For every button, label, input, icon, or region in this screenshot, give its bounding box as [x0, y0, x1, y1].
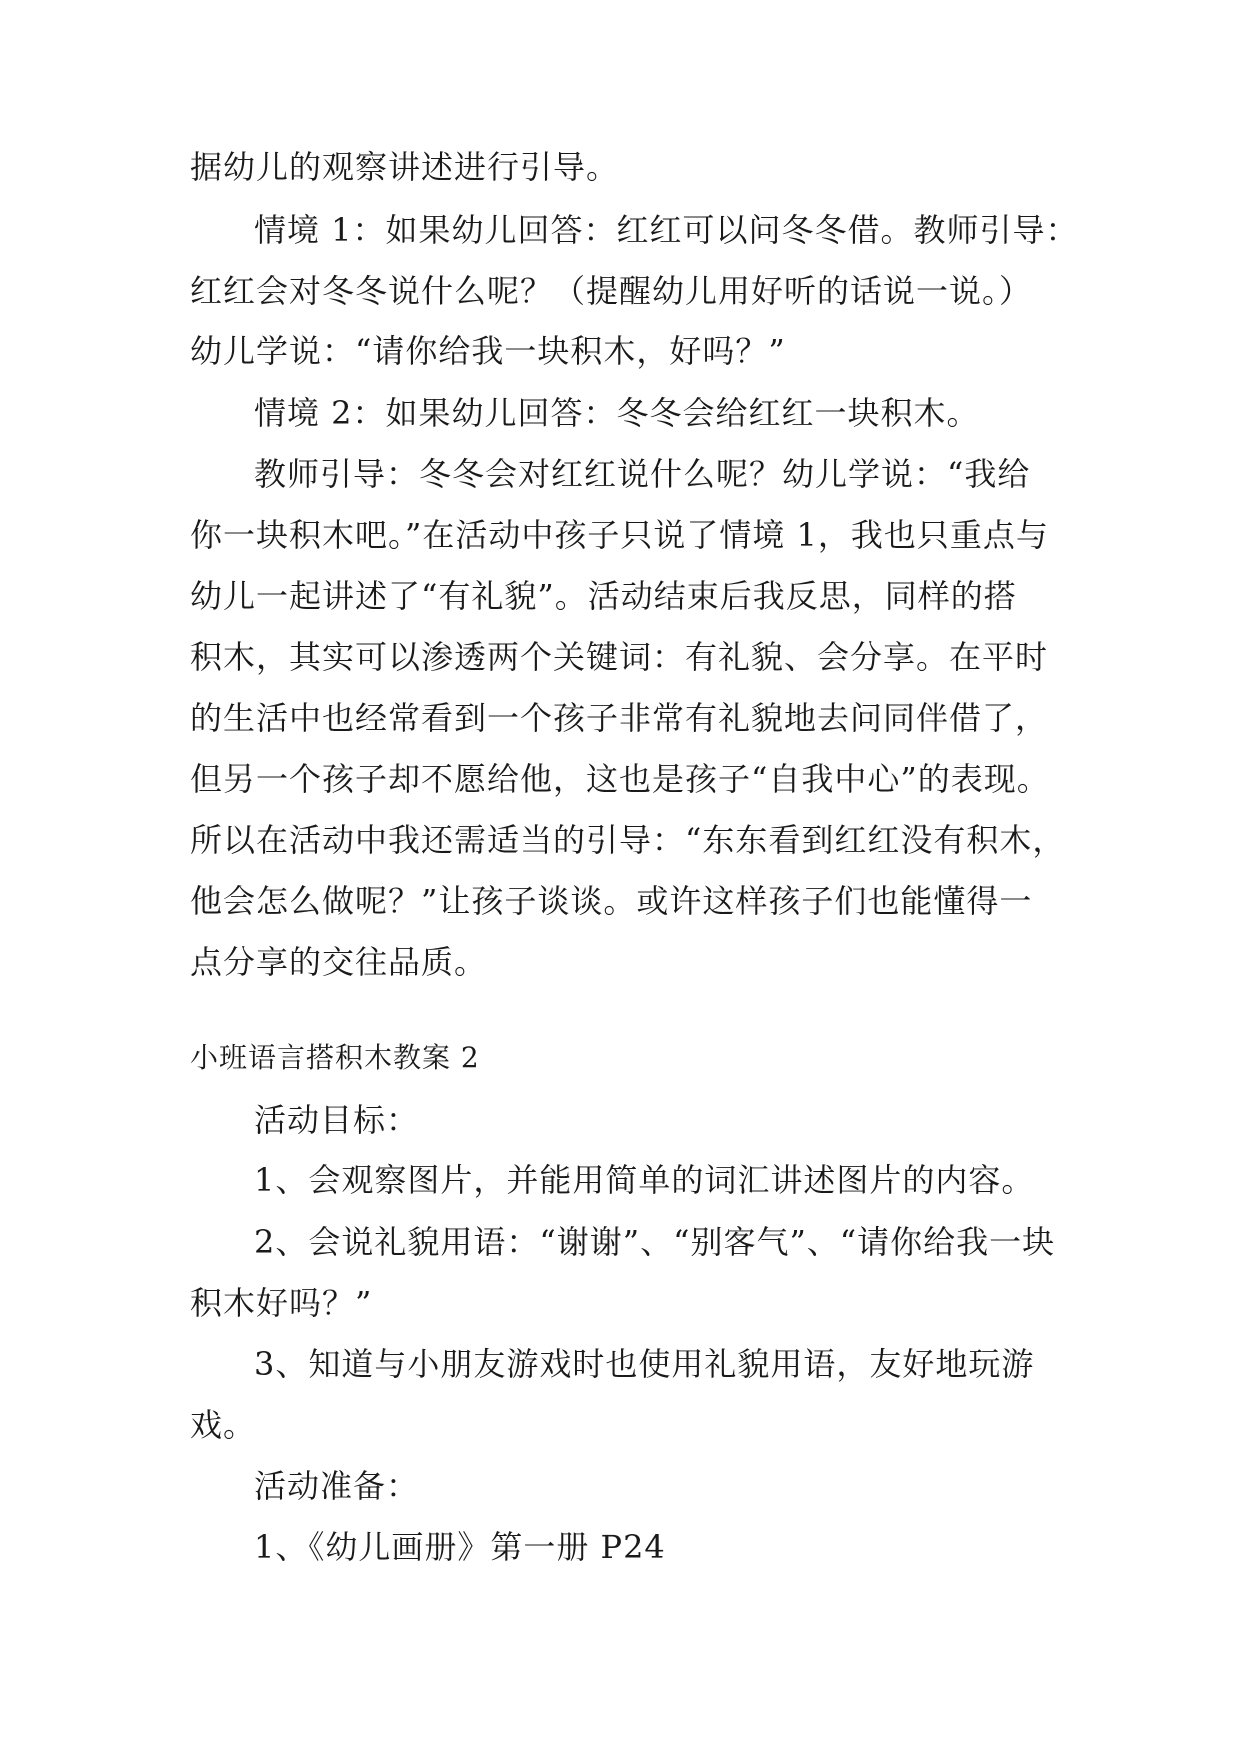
paragraph-line: 1、会观察图片，并能用简单的词汇讲述图片的内容。	[254, 1161, 1035, 1199]
paragraph-line: 幼儿学说：“请你给我一块积木，好吗？”	[190, 332, 786, 370]
paragraph-line: 你一块积木吧。”在活动中孩子只说了情境 1，我也只重点与	[190, 516, 1049, 554]
paragraph-line: 情境 2：如果幼儿回答：冬冬会给红红一块积木。	[254, 394, 980, 432]
paragraph-line: 点分享的交往品质。	[190, 943, 488, 981]
paragraph-line: 活动目标：	[254, 1101, 420, 1139]
paragraph-line: 但另一个孩子却不愿给他，这也是孩子“自我中心”的表现。	[190, 760, 1050, 798]
paragraph-line: 所以在活动中我还需适当的引导：“东东看到红红没有积木，	[190, 821, 1066, 859]
paragraph-line: 1、《幼儿画册》第一册 P24	[254, 1528, 666, 1566]
paragraph-line: 活动准备：	[254, 1467, 420, 1505]
paragraph-line: 积木，其实可以渗透两个关键词：有礼貌、会分享。在平时	[190, 638, 1049, 676]
paragraph-line: 2、会说礼貌用语：“谢谢”、“别客气”、“请你给我一块	[254, 1223, 1056, 1261]
paragraph-line: 情境 1：如果幼儿回答：红红可以问冬冬借。教师引导：	[254, 211, 1079, 249]
paragraph-line: 据幼儿的观察讲述进行引导。	[190, 148, 620, 186]
paragraph-line: 他会怎么做呢？”让孩子谈谈。或许这样孩子们也能懂得一	[190, 882, 1033, 920]
paragraph-line: 的生活中也经常看到一个孩子非常有礼貌地去问同伴借了，	[190, 699, 1049, 737]
paragraph-line: 教师引导：冬冬会对红红说什么呢？幼儿学说：“我给	[254, 455, 1031, 493]
paragraph-line: 幼儿一起讲述了“有礼貌”。活动结束后我反思，同样的搭	[190, 577, 1017, 615]
paragraph-line: 红红会对冬冬说什么呢？（提醒幼儿用好听的话说一说。）	[190, 272, 1033, 310]
paragraph-line: 积木好吗？”	[190, 1284, 373, 1322]
paragraph-line: 戏。	[190, 1406, 257, 1444]
paragraph-line: 3、知道与小朋友游戏时也使用礼貌用语，友好地玩游	[254, 1345, 1035, 1383]
section-title: 小班语言搭积木教案 2	[190, 1041, 480, 1074]
